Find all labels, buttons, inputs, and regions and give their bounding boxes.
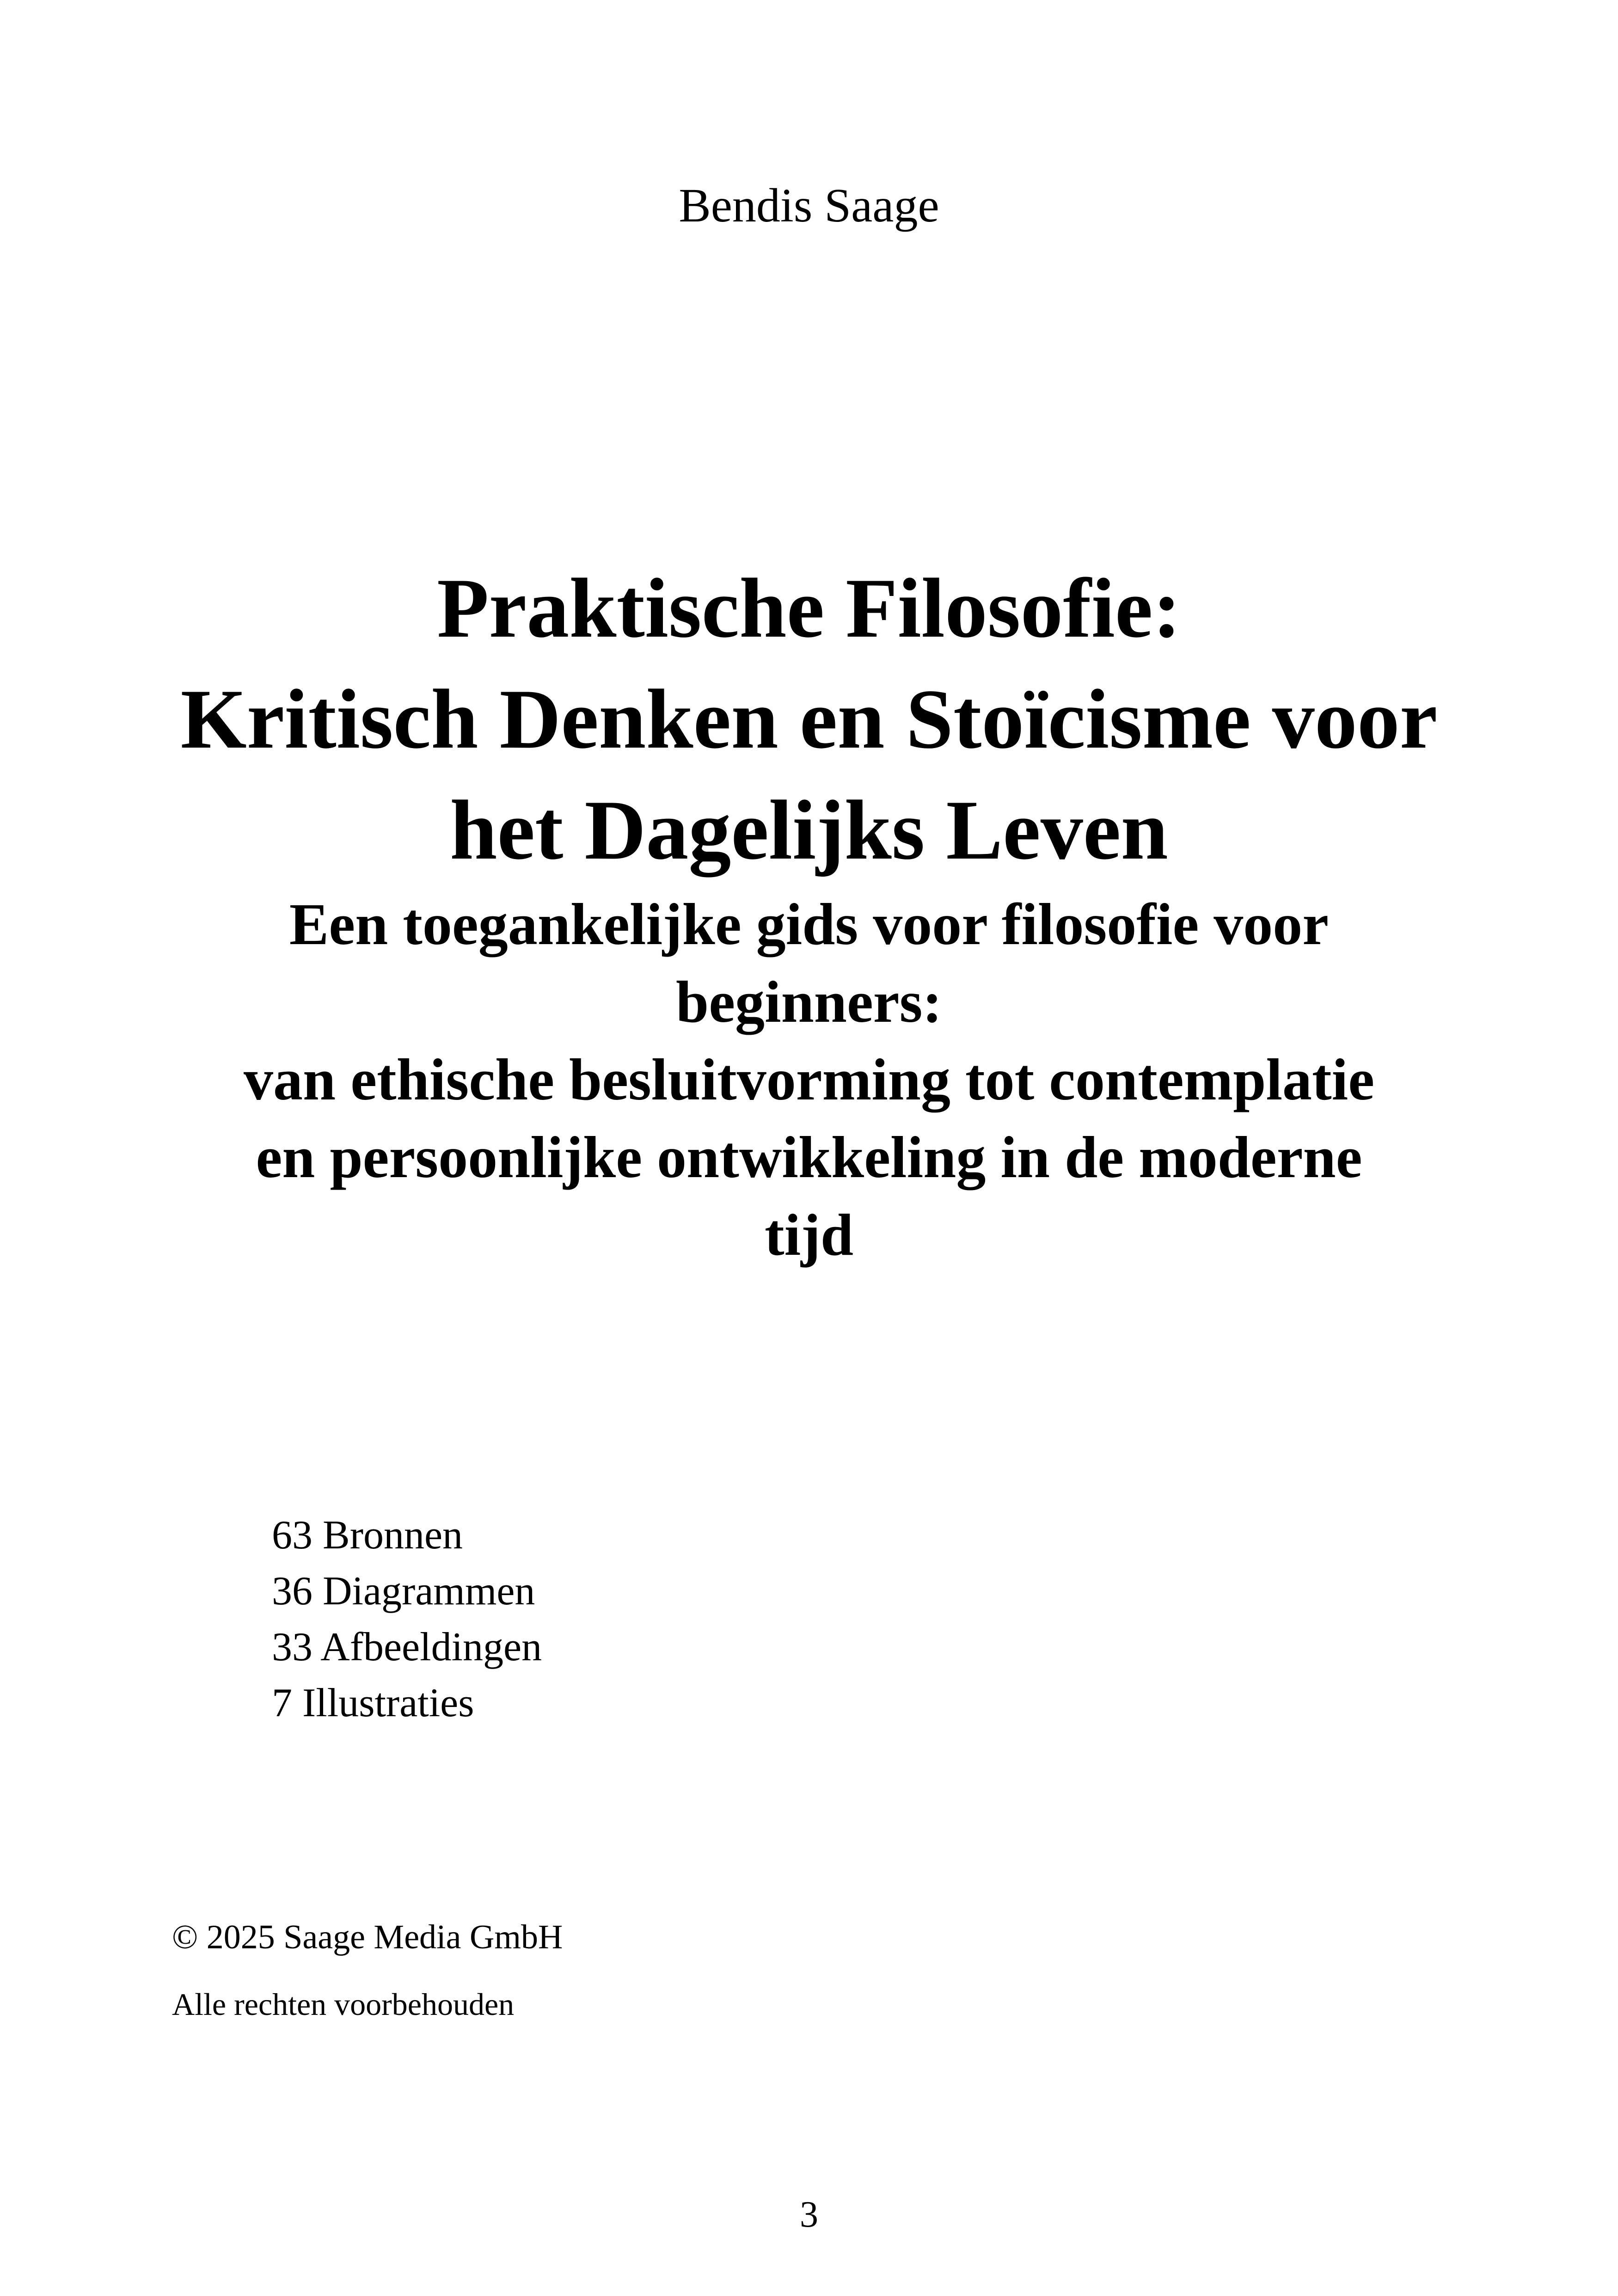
- count-item-illustrations: 7 Illustraties: [272, 1681, 474, 1725]
- rights-reserved-notice: Alle rechten voorbehouden: [172, 1987, 515, 2022]
- book-subtitle-line: en persoonlijke ontwikkeling in de moderne: [256, 1124, 1362, 1190]
- copyright-notice: © 2025 Saage Media GmbH: [172, 1918, 563, 1956]
- book-subtitle-line: beginners:: [676, 969, 942, 1035]
- title-block: [116, 553, 1502, 1274]
- count-item-sources: 63 Bronnen: [272, 1513, 463, 1558]
- book-title-line: het Dagelijks Leven: [450, 783, 1168, 877]
- book-title-line: Kritisch Denken en Stoïcisme voor: [180, 672, 1438, 766]
- count-item-diagrams: 36 Diagrammen: [272, 1569, 535, 1614]
- count-item-images: 33 Afbeeldingen: [272, 1625, 542, 1670]
- author-name: Bendis Saage: [679, 179, 939, 232]
- contents-count-list: [272, 1507, 542, 1731]
- book-subtitle-line: van ethische besluitvorming tot contemplatie: [244, 1047, 1374, 1112]
- page-number: 3: [800, 2194, 818, 2235]
- book-subtitle-line: Een toegankelijke gids voor filosofie voor: [289, 891, 1329, 957]
- book-title-line: Praktische Filosofie:: [437, 561, 1181, 655]
- book-subtitle-line: tijd: [765, 1202, 853, 1268]
- book-subtitle: [116, 885, 1502, 1274]
